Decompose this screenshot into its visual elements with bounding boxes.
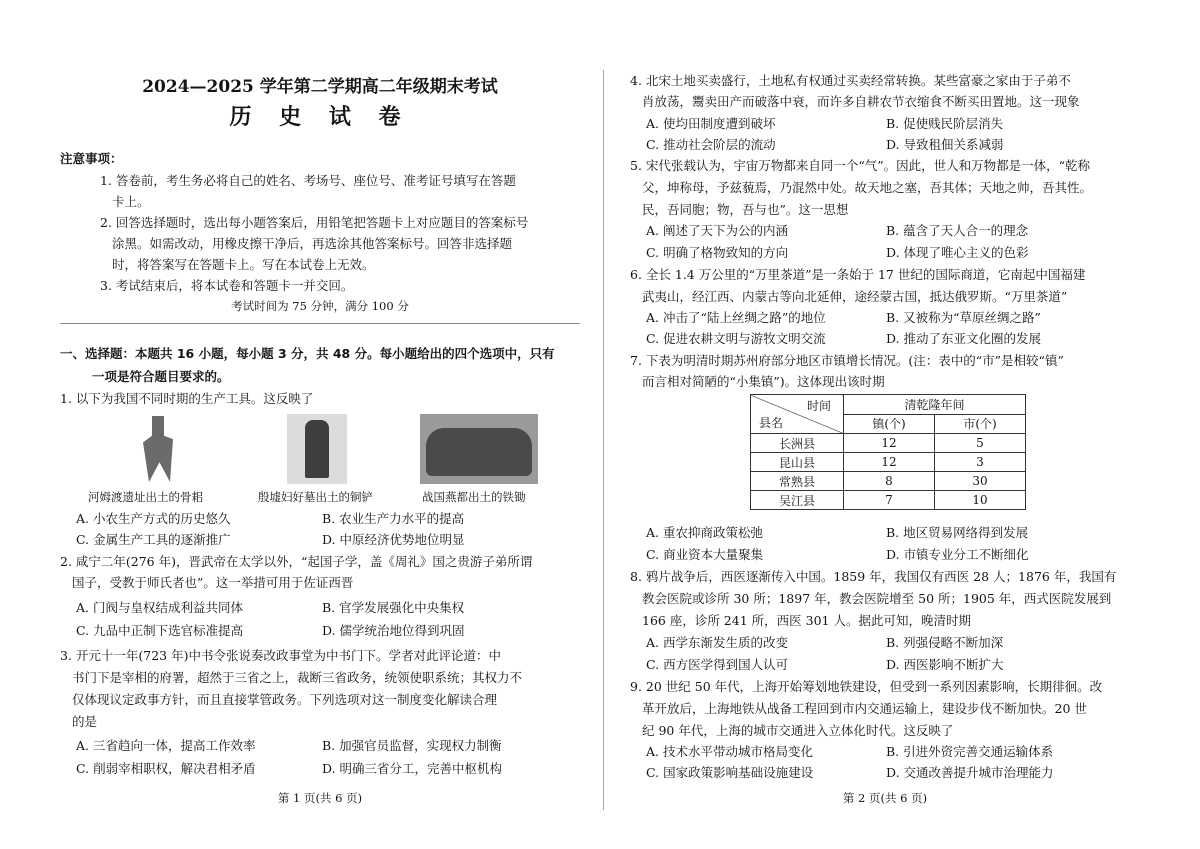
question-stem: 教会医院或诊所 30 所；1897 年，教会医院增至 50 所；1905 年，西式医院发展到: [642, 591, 1112, 606]
table-row: [751, 472, 1026, 491]
notice-line: 2. 回答选择题时，选出每小题答案后，用铅笔把答题卡上对应题目的答案标号: [100, 215, 529, 230]
image-caption: 战国燕都出土的铁锄: [422, 490, 526, 504]
notice-line: 1. 答卷前，考生务必将自己的姓名、考场号、座位号、准考证号填写在答题: [100, 173, 516, 188]
question-stem: 肖放荡，鬻卖田产而破落中衰，而许多自耕农节衣缩食不断买田置地。这一现象: [642, 94, 1080, 109]
option: A. 三省趋向一体，提高工作效率: [76, 738, 256, 753]
section-heading: 一、选择题：本题共 16 小题，每小题 3 分，共 48 分。每小题给出的四个选项中，只有: [60, 346, 555, 361]
option: B. 列强侵略不断加深: [886, 635, 1004, 650]
option: A. 小农生产方式的历史悠久: [76, 511, 231, 526]
question-stem: 4. 北宋土地买卖盛行，土地私有权通过买卖经常转换。某些富豪之家由于子弟不: [630, 73, 1071, 88]
zhen-cell: 12: [844, 453, 935, 472]
question-stem: 9. 20 世纪 50 年代，上海开始筹划地铁建设，但受到一系列因素影响，长期徘徊。改: [630, 679, 1103, 694]
county-cell: 昆山县: [751, 453, 844, 472]
exam-time: 考试时间为 75 分钟，满分 100 分: [231, 299, 409, 313]
notice-line: 时，将答案写在答题卡上。写在本试卷上无效。: [112, 257, 375, 272]
table-corner-top: 时间: [806, 399, 831, 413]
question-stem: 166 座，诊所 241 所，西医 301 人。据此可知，晚清时期: [642, 613, 971, 628]
zhen-cell: 7: [844, 491, 935, 510]
question-stem: 书门下是宰相的府署，超然于三省之上，裁断三省政务，统领使职系统；其权力不: [72, 670, 523, 685]
table-corner-bottom: 县名: [759, 416, 784, 430]
exam-subtitle: 历 史 试 卷: [229, 104, 411, 130]
question-stem: 3. 开元十一年(723 年)中书令张说奏改政事堂为中书门下。学者对此评论道：中: [60, 648, 501, 663]
option: B. 引进外资完善交通运输体系: [886, 744, 1054, 759]
option: A. 冲击了“陆上丝绸之路”的地位: [646, 310, 826, 325]
option: B. 又被称为“草原丝绸之路”: [886, 310, 1041, 325]
horizontal-rule: [60, 323, 580, 324]
option: D. 明确三省分工，完善中枢机构: [322, 761, 503, 776]
image-caption: 殷墟妇好墓出土的铜铲: [258, 490, 373, 504]
page-number: 第 1 页(共 6 页): [277, 791, 363, 805]
table-col-header: 市(个): [935, 414, 1026, 434]
question-stem: 2. 咸宁二年(276 年)，晋武帝在太学以外，“起国子学，盖《周礼》国之贵游子弟所谓: [60, 554, 533, 569]
option: A. 重农抑商政策松弛: [646, 525, 763, 540]
right-page: [630, 0, 1140, 849]
option: D. 市镇专业分工不断细化: [886, 547, 1029, 562]
table-col-header: 镇(个): [844, 414, 935, 434]
option: D. 体现了唯心主义的色彩: [886, 245, 1029, 260]
bone-spade-image: [143, 416, 173, 482]
option: A. 西学东渐发生质的改变: [646, 635, 788, 650]
option: D. 西医影响不断扩大: [886, 657, 1004, 672]
bronze-shovel-image: [287, 414, 347, 484]
shi-cell: 5: [935, 434, 1026, 453]
question-stem: 1. 以下为我国不同时期的生产工具。这反映了: [60, 391, 314, 406]
notice-line: 卡上。: [112, 194, 150, 209]
option: C. 九品中正制下选官标准提高: [76, 623, 244, 638]
page-number: 第 2 页(共 6 页): [842, 791, 928, 805]
notice-line: 涂黑。如需改动，用橡皮擦干净后，再选涂其他答案标号。回答非选择题: [112, 236, 513, 251]
question-stem: 5. 宋代张载认为，宇宙万物都来自同一个“气”。因此，世人和万物都是一体，“乾称: [630, 158, 1091, 173]
option: D. 导致租佃关系减弱: [886, 137, 1004, 152]
shi-cell: 3: [935, 453, 1026, 472]
notice-heading: 注意事项：: [60, 151, 123, 166]
county-cell: 吴江县: [751, 491, 844, 510]
column-divider: [603, 70, 604, 810]
shi-cell: 10: [935, 491, 1026, 510]
left-page: [60, 0, 580, 849]
zhen-cell: 8: [844, 472, 935, 491]
exam-title: 2024—2025 学年第二学期高二年级期末考试: [142, 77, 498, 97]
option: A. 使均田制度遭到破坏: [646, 116, 776, 131]
option: B. 加强官员监督，实现权力制衡: [322, 738, 502, 753]
option: A. 技术水平带动城市格局变化: [646, 744, 813, 759]
question-stem: 8. 鸦片战争后，西医逐渐传入中国。1859 年，我国仅有西医 28 人；1876 年，我国有: [630, 569, 1117, 584]
zhen-cell: 12: [844, 434, 935, 453]
table-group-header: 清乾隆年间: [844, 395, 1026, 415]
table-row: [751, 434, 1026, 453]
option: D. 推动了东亚文化圈的发展: [886, 331, 1042, 346]
table-corner-cell: [751, 395, 844, 434]
option: D. 中原经济优势地位明显: [322, 532, 465, 547]
option: C. 削弱宰相职权，解决君相矛盾: [76, 761, 256, 776]
question-stem: 国子，受教于师氏者也”。这一举措可用于佐证西晋: [72, 575, 354, 590]
table-row: [751, 453, 1026, 472]
option: A. 门阀与皇权结成利益共同体: [76, 600, 243, 615]
question-stem: 的是: [72, 714, 98, 729]
option: C. 金属生产工具的逐渐推广: [76, 532, 231, 547]
question-stem: 革开放后，上海地铁从战备工程回到市内交通运输上，建设步伐不断加快。20 世: [642, 701, 1087, 716]
option: B. 地区贸易网络得到发展: [886, 525, 1029, 540]
option: C. 商业资本大量聚集: [646, 547, 764, 562]
shi-cell: 30: [935, 472, 1026, 491]
iron-hoe-image: [420, 414, 538, 484]
image-caption: 河姆渡遗址出土的骨耜: [88, 490, 203, 504]
question-stem: 而言相对简陋的“小集镇”)。这体现出该时期: [642, 374, 885, 389]
notice-line: 3. 考试结束后，将本试卷和答题卡一并交回。: [100, 278, 354, 293]
option: B. 促使贱民阶层消失: [886, 116, 1004, 131]
county-cell: 常熟县: [751, 472, 844, 491]
question-stem: 7. 下表为明清时期苏州府部分地区市镇增长情况。(注：表中的“市”是相较“镇”: [630, 353, 1064, 368]
option: B. 官学发展强化中央集权: [322, 600, 465, 615]
question-stem: 父，坤称母，予兹藐焉，乃混然中处。故天地之塞，吾其体；天地之帅，吾其性。: [642, 180, 1093, 195]
option: B. 农业生产力水平的提高: [322, 511, 465, 526]
option: B. 蕴含了天人合一的理念: [886, 223, 1029, 238]
question-stem: 民，吾同胞；物，吾与也”。这一思想: [642, 202, 849, 217]
table-row: [751, 491, 1026, 510]
option: A. 阐述了天下为公的内涵: [646, 223, 788, 238]
option: C. 西方医学得到国人认可: [646, 657, 789, 672]
question-stem: 6. 全长 1.4 万公里的“万里茶道”是一条始于 17 世纪的国际商道，它南起中国福建: [630, 267, 1086, 282]
question-stem: 纪 90 年代，上海的城市交通进入立体化时代。这反映了: [642, 723, 954, 738]
option: D. 交通改善提升城市治理能力: [886, 765, 1054, 780]
option: C. 推动社会阶层的流动: [646, 137, 776, 152]
section-heading: 一项是符合题目要求的。: [92, 369, 230, 384]
option: C. 明确了格物致知的方向: [646, 245, 789, 260]
option: C. 促进农耕文明与游牧文明交流: [646, 331, 826, 346]
question-stem: 武夷山，经江西、内蒙古等向北延伸，途经蒙古国，抵达俄罗斯。“万里茶道”: [642, 289, 1068, 304]
county-cell: 长洲县: [751, 434, 844, 453]
question-stem: 仅体现议定政事方针，而且直接掌管政务。下列选项对这一制度变化解读合理: [72, 692, 498, 707]
town-growth-table: [750, 394, 1026, 510]
option: D. 儒学统治地位得到巩固: [322, 623, 465, 638]
option: C. 国家政策影响基础设施建设: [646, 765, 814, 780]
